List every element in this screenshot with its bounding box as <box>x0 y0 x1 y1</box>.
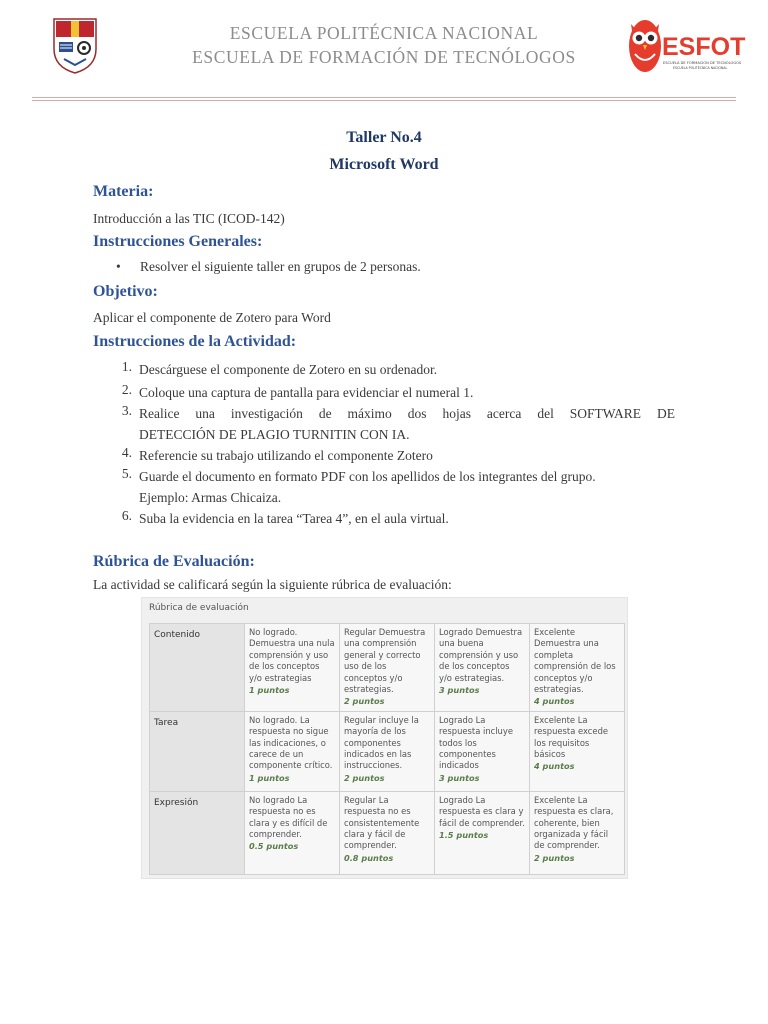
esfot-logo-subtitle-2: ESCUELA POLITÉCNICA NACIONAL <box>673 66 728 70</box>
table-row <box>150 624 625 712</box>
rubric-cell <box>245 711 340 791</box>
document-subtitle: Microsoft Word <box>329 156 439 173</box>
header-institution: ESCUELA POLITÉCNICA NACIONAL <box>229 23 539 43</box>
epn-crest-logo <box>50 15 100 75</box>
rubric-cell-text: Logrado La respuesta es clara y fácil de comprender. <box>439 794 525 828</box>
rubric-cell <box>530 711 625 791</box>
rubric-cell <box>340 711 435 791</box>
rubric-heading: Rúbrica de Evaluación: <box>93 553 255 570</box>
rubric-cell <box>530 624 625 712</box>
rubric-cell <box>530 791 625 874</box>
list-item: Referencie su trabajo utilizando el componente Zotero <box>139 448 433 463</box>
rubric-criterion: Tarea <box>150 711 245 791</box>
rubric-points: 4 puntos <box>534 761 575 772</box>
table-row <box>150 711 625 791</box>
objective-heading: Objetivo: <box>93 283 158 300</box>
rubric-cell-text: Regular incluye la mayoría de los componentes indicados en las instrucciones. <box>344 714 419 771</box>
list-item-number: 2. <box>121 382 132 397</box>
rubric-cell <box>435 711 530 791</box>
materia-heading: Materia: <box>93 183 154 200</box>
rubric-cell <box>340 791 435 874</box>
activity-instructions-heading: Instrucciones de la Actividad: <box>93 333 297 350</box>
rubric-cell-text: No logrado La respuesta no es clara y es difícil de comprender. <box>249 794 328 840</box>
rubric-criterion: Contenido <box>150 624 245 712</box>
materia-text: Introducción a las TIC (ICOD-142) <box>93 211 285 226</box>
rubric-points: 2 puntos <box>344 772 385 783</box>
list-item-continuation: Ejemplo: Armas Chicaiza. <box>139 490 282 505</box>
rubric-points: 1.5 puntos <box>439 830 489 841</box>
rubric-points: 0.8 puntos <box>344 852 394 863</box>
list-item: Suba la evidencia en la tarea “Tarea 4”, en el aula virtual. <box>139 511 449 526</box>
general-instruction-item: Resolver el siguiente taller en grupos de 2 personas. <box>140 259 421 274</box>
rubric-points: 0.5 puntos <box>249 841 299 852</box>
rubric-points: 4 puntos <box>534 696 575 707</box>
list-item: Coloque una captura de pantalla para evidenciar el numeral 1. <box>139 385 474 400</box>
table-row <box>150 791 625 874</box>
list-item-number: 6. <box>121 508 132 523</box>
rubric-table <box>149 623 625 875</box>
rubric-cell-text: Excelente Demuestra una completa comprensión de los conceptos y/o estrategias. <box>534 627 616 695</box>
rubric-points: 1 puntos <box>249 772 290 783</box>
document-title: Taller No.4 <box>346 129 422 146</box>
header-divider <box>32 97 736 98</box>
rubric-cell-text: Logrado La respuesta incluye todos los componentes indicados <box>439 714 513 771</box>
list-item-continuation: DETECCIÓN DE PLAGIO TURNITIN CON IA. <box>139 427 410 442</box>
header-titles <box>140 21 628 69</box>
rubric-caption: Rúbrica de evaluación <box>149 603 249 613</box>
list-item-number: 5. <box>121 466 132 481</box>
rubric-cell <box>435 624 530 712</box>
rubric-points: 3 puntos <box>439 685 480 696</box>
rubric-points: 2 puntos <box>534 852 575 863</box>
rubric-cell <box>340 624 435 712</box>
esfot-owl-logo <box>626 14 746 78</box>
header-school: ESCUELA DE FORMACIÓN DE TECNÓLOGOS <box>192 47 576 67</box>
rubric-intro: La actividad se calificará según la siguiente rúbrica de evaluación: <box>93 577 452 592</box>
rubric-points: 1 puntos <box>249 685 290 696</box>
rubric-criterion: Expresión <box>150 791 245 874</box>
rubric-cell-text: No logrado. La respuesta no sigue las indicaciones, o carece de un componente crítico. <box>249 714 333 771</box>
bullet-marker: • <box>116 259 121 274</box>
rubric-image <box>141 597 628 879</box>
list-item: Descárguese el componente de Zotero en su ordenador. <box>139 362 438 377</box>
rubric-cell-text: Regular La respuesta no es consistentemente clara y fácil de comprender. <box>344 794 420 851</box>
rubric-cell <box>435 791 530 874</box>
general-instructions-heading: Instrucciones Generales: <box>93 233 263 250</box>
rubric-cell-text: Logrado Demuestra una buena comprensión y uso de los conceptos y/o estrategias. <box>439 627 523 683</box>
list-item-number: 1. <box>121 359 132 374</box>
list-item: Realice una investigación de máximo dos hojas acerca del SOFTWARE DE <box>139 406 675 421</box>
rubric-cell-text: Regular Demuestra una comprensión general y correcto uso de los conceptos y/o estrategias. <box>344 627 426 695</box>
rubric-points: 2 puntos <box>344 696 385 707</box>
document-header <box>0 0 768 100</box>
esfot-logo-wordmark: ESFOT <box>662 33 746 61</box>
header-divider-secondary <box>32 100 736 101</box>
list-item: Guarde el documento en formato PDF con los apellidos de los integrantes del grupo. <box>139 469 596 484</box>
rubric-cell-text: Excelente La respuesta es clara, coherente, bien organizada y fácil de comprender. <box>534 794 614 851</box>
rubric-points: 3 puntos <box>439 772 480 783</box>
list-item-number: 4. <box>121 445 132 460</box>
rubric-cell <box>245 791 340 874</box>
rubric-cell-text: Excelente La respuesta excede los requisitos básicos <box>534 714 609 760</box>
rubric-cell <box>245 624 340 712</box>
esfot-logo-subtitle: ESCUELA DE FORMACIÓN DE TECNÓLOGOS <box>663 61 742 65</box>
list-item-number: 3. <box>121 403 132 418</box>
rubric-cell-text: No logrado. Demuestra una nula comprensión y uso de los conceptos y/o estrategias <box>249 627 335 683</box>
objective-text: Aplicar el componente de Zotero para Word <box>93 310 331 325</box>
